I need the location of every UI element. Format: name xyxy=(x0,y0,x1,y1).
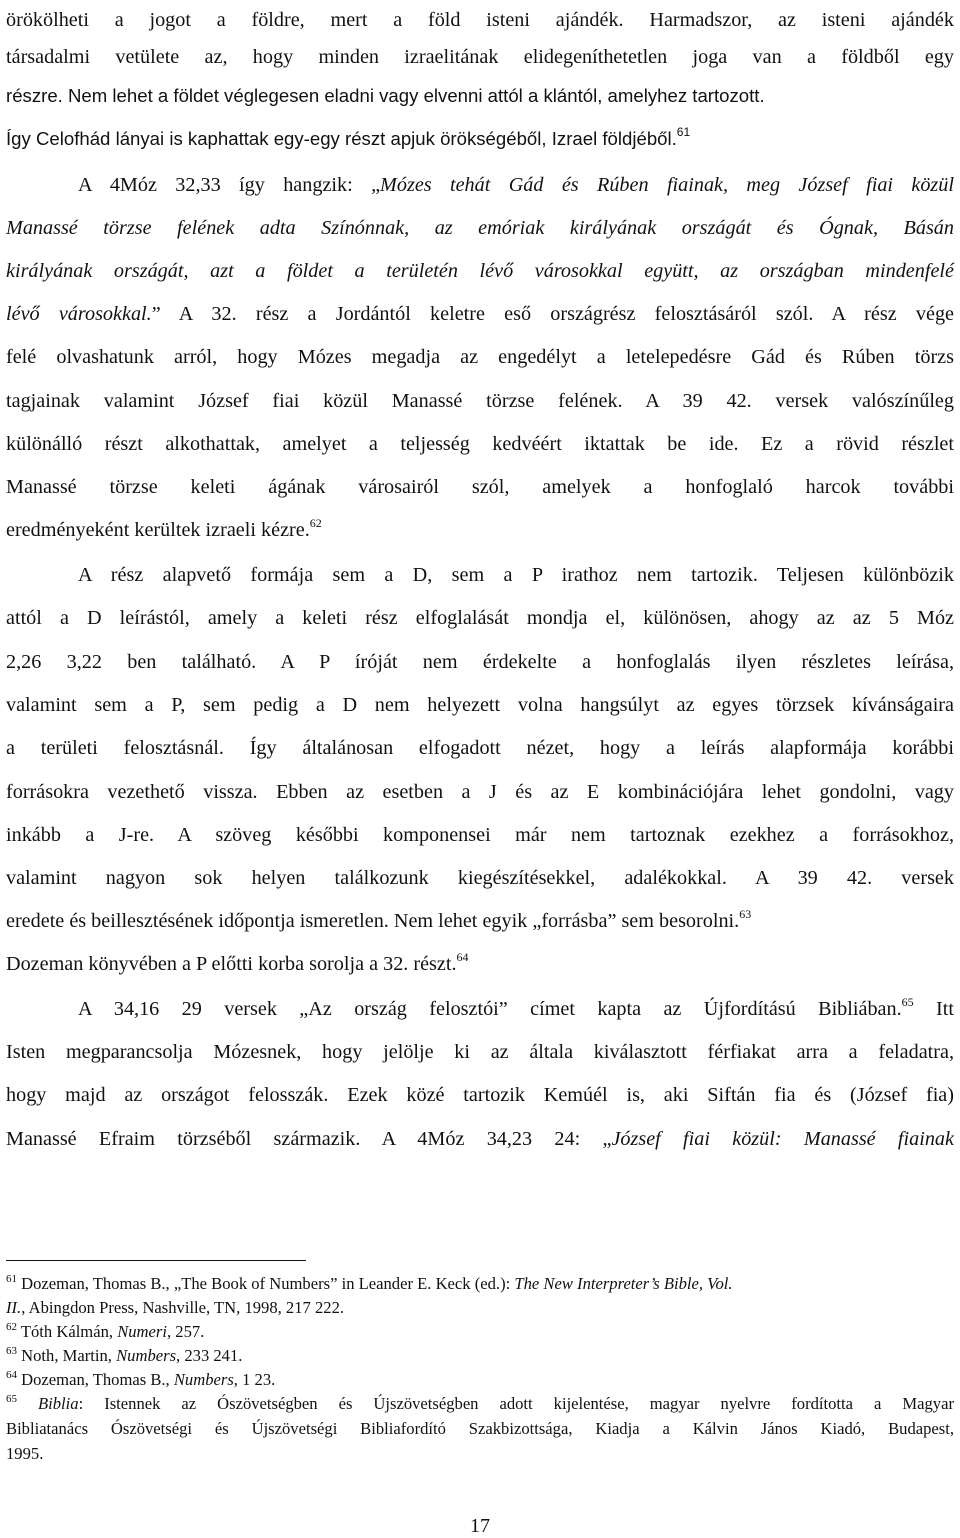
text-span: társadalmi vetülete az, hogy minden izraelitának elidegeníthetetlen joga van a földből egy xyxy=(6,46,954,68)
body-line xyxy=(6,1083,954,1107)
body-line xyxy=(6,84,954,108)
page-number: 17 xyxy=(470,1515,490,1537)
body-line xyxy=(6,302,954,326)
footnote-ref[interactable]: 63 xyxy=(739,907,752,921)
footnote-text: , 1 23. xyxy=(233,1370,276,1389)
text-span: A 4Móz 32,33 így hangzik: „ xyxy=(78,174,381,196)
text-span: Dozeman könyvében a P előtti korba sorolja a 32. részt. xyxy=(6,953,457,975)
footnote-61-cont xyxy=(6,1298,954,1318)
footnote-text: Dozeman, Thomas B., xyxy=(21,1370,174,1389)
footnote-ref[interactable]: 65 xyxy=(901,995,914,1009)
text-span: felé olvashatunk arról, hogy Mózes megadja az engedélyt a letelepedésre Gád és Rúben törzs xyxy=(6,346,954,368)
footnote-text: The New Interpreter’s Bible, Vol. xyxy=(514,1274,733,1293)
footnote-63 xyxy=(6,1346,954,1366)
footnote-61 xyxy=(6,1274,954,1294)
footnote-text: Biblia xyxy=(38,1394,79,1413)
body-line xyxy=(6,563,954,587)
footnote-ref[interactable]: 62 xyxy=(309,516,322,530)
body-line xyxy=(6,1127,954,1151)
footnote-text: Noth, Martin, xyxy=(21,1346,117,1365)
body-line xyxy=(6,173,954,197)
footnote-text: , Abingdon Press, Nashville, TN, 1998, 217 222. xyxy=(21,1298,345,1317)
body-line xyxy=(6,650,954,674)
footnote-text: 1995. xyxy=(6,1444,44,1463)
footnote-text: Tóth Kálmán, xyxy=(20,1322,118,1341)
body-line xyxy=(6,127,954,151)
footnote-62 xyxy=(6,1322,954,1342)
footnote-text: Numbers xyxy=(116,1346,177,1365)
body-line xyxy=(6,780,954,804)
footnote-ref[interactable]: 64 xyxy=(456,950,469,964)
text-span: A 34,16 29 versek „Az ország felosztói” címet kapta az Újfordítású Bibliában. xyxy=(78,998,902,1020)
quote-span: József fiai közül: Manassé fiainak xyxy=(611,1128,954,1150)
footnote-text: Numbers xyxy=(173,1370,234,1389)
footnote-number: 63 xyxy=(6,1345,17,1357)
body-line xyxy=(6,432,954,456)
footnote-number: 64 xyxy=(6,1369,17,1381)
footnote-64 xyxy=(6,1370,954,1390)
body-line xyxy=(6,8,954,32)
body-line xyxy=(6,259,954,283)
text-span: hogy majd az országot felosszák. Ezek közé tartozik Kemúél is, aki Siftán fia és (József fia) xyxy=(6,1084,954,1106)
footnote-text: Dozeman, Thomas B., „The Book of Numbers” in Leander E. Keck (ed.): xyxy=(21,1274,515,1293)
text-span: forrásokra vezethető vissza. Ebben az esetben a J és az E kombinációjára lehet gondolni, vagy xyxy=(6,781,954,803)
footnote-65-cont xyxy=(6,1419,954,1439)
text-span: részre. Nem lehet a földet véglegesen eladni vagy elvenni attól a klántól, amelyhez tartozott. xyxy=(6,85,765,106)
text-span: Itt xyxy=(936,998,954,1020)
footnote-65-end xyxy=(6,1444,954,1464)
body-line xyxy=(6,909,954,933)
text-span: valamint nagyon sok helyen találkozunk kiegészítésekkel, adalékokkal. A 39 42. versek xyxy=(6,867,954,889)
footnote-65 xyxy=(6,1394,954,1414)
body-line xyxy=(6,693,954,717)
text-span: eredményeként kerültek izraeli kézre. xyxy=(6,519,310,541)
text-span: A rész alapvető formája sem a D, sem a P irathoz nem tartozik. Teljesen különbözik xyxy=(78,564,954,586)
body-line xyxy=(6,389,954,413)
quote-span: királyának országát, azt a földet a területén lévő városokkal együtt, az országban mindenfelé xyxy=(6,260,954,282)
text-span: Manassé Efraim törzséből származik. A 4Móz 34,23 24: „ xyxy=(6,1128,612,1150)
body-line xyxy=(6,45,954,69)
text-span: inkább a J-re. A szöveg későbbi komponensei már nem tartoznak ezekhez a forrásokhoz, xyxy=(6,824,954,846)
footnote-text: II. xyxy=(6,1298,22,1317)
text-span: különálló részt alkothattak, amelyet a teljesség kedvéért iktattak be ide. Ez a rövid részlet xyxy=(6,433,954,455)
footnote-text: , 233 241. xyxy=(176,1346,243,1365)
body-line xyxy=(6,518,954,542)
text-span: eredete és beillesztésének időpontja ismeretlen. Nem lehet egyik „forrásba” sem besorolni. xyxy=(6,910,740,932)
body-line xyxy=(6,997,954,1021)
quote-span: lévő városokkal. xyxy=(6,303,152,325)
footnote-text: , 257. xyxy=(166,1322,205,1341)
footnote-text: Numeri xyxy=(117,1322,167,1341)
body-line xyxy=(6,952,954,976)
body-line xyxy=(6,606,954,630)
body-line xyxy=(6,216,954,240)
body-line xyxy=(6,345,954,369)
text-span: 2,26 3,22 ben található. A P íróját nem érdekelte a honfoglalás ilyen részletes leírása, xyxy=(6,651,954,673)
footnote-text: : Istennek az Ószövetségben és Újszövetségben adott kijelentése, magyar nyelvre fordította a Magyar xyxy=(78,1394,954,1413)
body-line xyxy=(6,866,954,890)
body-line xyxy=(6,475,954,499)
footnote-number: 62 xyxy=(6,1321,17,1333)
text-span: Isten megparancsolja Mózesnek, hogy jelölje ki az általa kiválasztott férfiakat arra a feladatra, xyxy=(6,1041,954,1063)
text-span: tagjainak valamint József fiai közül Manassé törzse felének. A 39 42. versek valószínűleg xyxy=(6,390,954,412)
body-line xyxy=(6,736,954,760)
body-line xyxy=(6,1040,954,1064)
footnote-separator xyxy=(6,1260,306,1261)
quote-span: Mózes tehát Gád és Rúben fiainak, meg József fiai közül xyxy=(380,174,954,196)
text-span: attól a D leírástól, amely a keleti rész elfoglalását mondja el, különösen, ahogy az az 5 Móz xyxy=(6,607,954,629)
text-span: valamint sem a P, sem pedig a D nem helyezett volna hangsúlyt az egyes törzsek kívánságaira xyxy=(6,694,954,716)
body-line xyxy=(6,823,954,847)
footnote-text: Bibliatanács Ószövetségi és Újszövetségi Bibliafordító Szakbizottsága, Kiadja a Kálvin János Kiadó, Budapest, xyxy=(6,1419,954,1438)
footnote-number: 61 xyxy=(6,1273,17,1285)
text-span: Manassé törzse keleti ágának városairól szól, amelyek a honfoglaló harcok további xyxy=(6,476,954,498)
text-span: Így Celofhád lányai is kaphattak egy-egy részt apjuk örökségéből, Izrael földjéből. xyxy=(6,128,677,149)
text-span: a területi felosztásnál. Így általánosan elfogadott nézet, hogy a leírás alapformája korábbi xyxy=(6,737,954,759)
quote-span: Manassé törzse felének adta Színónnak, az emóriak királyának országát és Ógnak, Básán xyxy=(6,217,954,239)
text-span: ” A 32. rész a Jordántól keletre eső országrész felosztásáról szól. A rész vége xyxy=(151,303,954,325)
text-span: örökölheti a jogot a földre, mert a föld isteni ajándék. Harmadszor, az isteni ajándék xyxy=(6,9,954,31)
footnote-number: 65 xyxy=(6,1393,17,1405)
footnote-ref[interactable]: 61 xyxy=(676,125,691,139)
